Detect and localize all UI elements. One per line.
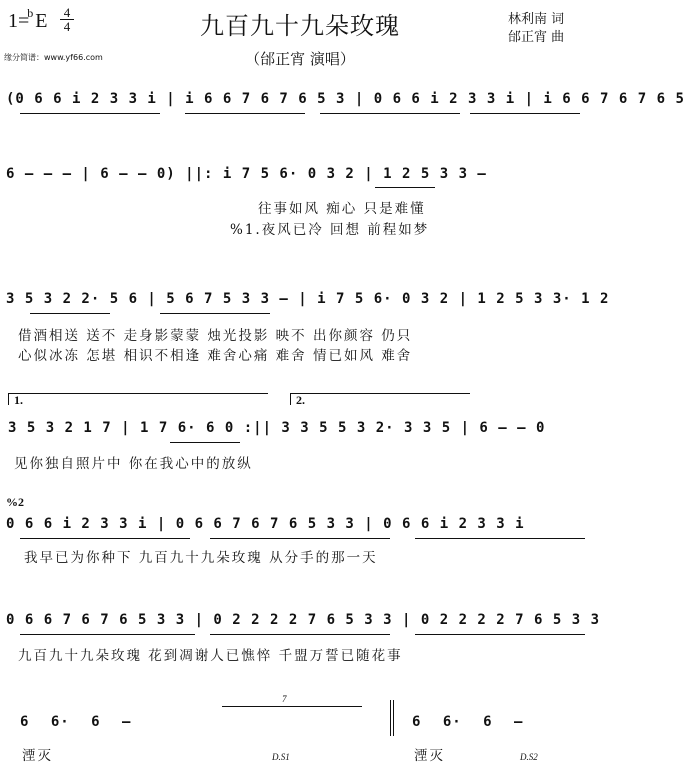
volta-1-bracket bbox=[8, 393, 268, 394]
beam-line bbox=[415, 634, 585, 635]
beam-line bbox=[160, 313, 270, 314]
score-row-7-part2: 6 6· 6 – bbox=[412, 714, 524, 730]
score-row-4: 3 5 3 2 1 7 | 1 7 6· 6 0 :|| 3 3 5 5 3 2· 3 3 5 | 6 – – 0 bbox=[8, 420, 546, 436]
beam-line bbox=[470, 113, 580, 114]
score-row-1: (0 6 6 i 2 3 3 i | i 6 6 7 6 7 6 5 3 | 0 6 6 i 2 3 3 i | i 6 6 7 6 7 6 5 bbox=[6, 91, 685, 107]
score-row-3: 3 5 3 2 2· 5 6 | 5 6 7 5 3 3 – | i 7 5 6· 0 3 2 | 1 2 5 3 3· 1 2 bbox=[6, 291, 610, 307]
ds2-mark: D.S2 bbox=[520, 752, 538, 762]
lyric-row-2-verse2: %1.夜风已冷 回想 前程如梦 bbox=[230, 222, 430, 238]
volta-1-hook bbox=[8, 393, 9, 405]
score-row-5: 0 6 6 i 2 3 3 i | 0 6 6 7 6 7 6 5 3 3 | 0 6 6 i 2 3 3 i bbox=[6, 516, 525, 532]
lyric-row-6: 九百九十九朵玫瑰 花到凋谢人已憔悴 千盟万誓已随花事 bbox=[18, 648, 403, 664]
volta-end-bracket bbox=[222, 706, 362, 707]
volta-2-label: 2. bbox=[296, 393, 305, 407]
lyric-row-7-first: 湮灭 bbox=[22, 748, 53, 764]
performer-subtitle: （邰正宵 演唱） bbox=[245, 50, 355, 68]
volta-1-label: 1. bbox=[14, 393, 23, 407]
composer-credit: 邰正宵 曲 bbox=[508, 30, 565, 45]
ds1-mark: D.S1 bbox=[272, 752, 290, 762]
volta-end-label: 7 bbox=[282, 694, 287, 704]
website-watermark: 缘分简谱：www.yf66.com bbox=[4, 53, 103, 62]
beam-line bbox=[20, 113, 160, 114]
time-signature: $\frac{4}{4}$ bbox=[60, 6, 74, 33]
segno-2-mark: %2 bbox=[6, 495, 24, 509]
lyric-row-3-verse1: 借酒相送 送不 走身影蒙蒙 烛光投影 映不 出你颜容 仍只 bbox=[18, 328, 413, 344]
beam-line bbox=[30, 313, 110, 314]
beam-line bbox=[210, 634, 390, 635]
double-barline bbox=[393, 700, 394, 736]
volta-2-bracket bbox=[290, 393, 470, 394]
lyric-row-2-verse1: 往事如风 痴心 只是难懂 bbox=[258, 201, 426, 217]
beam-line bbox=[185, 113, 305, 114]
lyric-row-7-second: 湮灭 bbox=[414, 748, 445, 764]
key-signature: 1=$^b$ E bbox=[8, 6, 48, 32]
beam-line bbox=[210, 538, 390, 539]
score-row-6: 0 6 6 7 6 7 6 5 3 3 | 0 2 2 2 2 7 6 5 3 3 | 0 2 2 2 2 7 6 5 3 3 bbox=[6, 612, 601, 628]
beam-line bbox=[320, 113, 460, 114]
lyric-row-5: 我早已为你种下 九百九十九朵玫瑰 从分手的那一天 bbox=[24, 550, 378, 566]
beam-line bbox=[20, 634, 195, 635]
lyric-row-4: 见你独自照片中 你在我心中的放纵 bbox=[14, 456, 253, 472]
lyric-row-3-verse2: 心似冰冻 怎堪 相识不相逢 难舍心痛 难舍 情已如风 难舍 bbox=[18, 348, 413, 364]
beam-line bbox=[20, 538, 190, 539]
lyricist-credit: 林利南 词 bbox=[508, 12, 565, 27]
volta-2-hook bbox=[290, 393, 291, 405]
score-row-2: 6 – – – | 6 – – 0) ||: i 7 5 6· 0 3 2 | 1 2 5 3 3 – bbox=[6, 166, 487, 182]
score-row-7-part1: 6 6· 6 – bbox=[20, 714, 132, 730]
song-title: 九百九十九朵玫瑰 bbox=[200, 12, 400, 40]
beam-line bbox=[375, 187, 435, 188]
beam-line bbox=[415, 538, 585, 539]
beam-line bbox=[170, 442, 240, 443]
double-barline bbox=[390, 700, 391, 736]
